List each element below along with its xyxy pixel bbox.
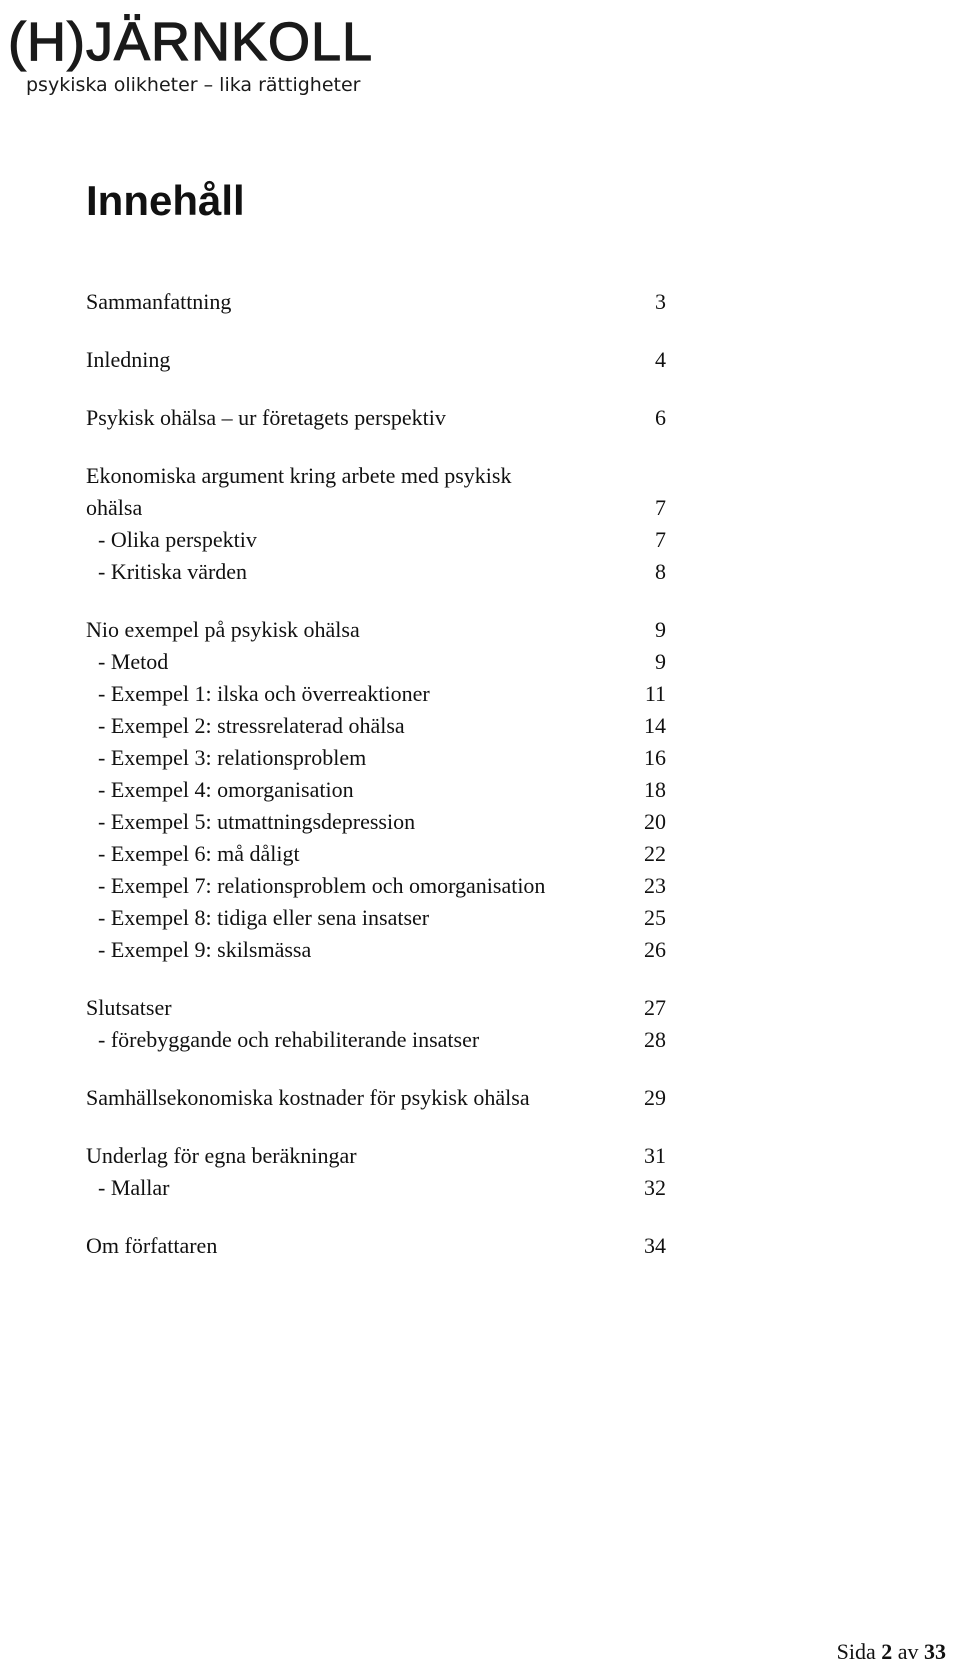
- toc-page-number: 7: [655, 527, 666, 552]
- toc-entry: [86, 1230, 666, 1262]
- toc-entry-title: - Exempel 5: utmattningsdepression: [98, 809, 416, 834]
- toc-subentry: [86, 742, 666, 774]
- toc-page-number: 28: [644, 1027, 666, 1052]
- toc-entry-title: - Exempel 8: tidiga eller sena insatser: [98, 905, 430, 930]
- logo: [8, 14, 428, 96]
- toc-group: [86, 992, 666, 1056]
- footer-current-page: 2: [881, 1639, 893, 1664]
- toc-group: [86, 1082, 666, 1114]
- toc-entry-title: Ekonomiska argument kring arbete med psykisk: [86, 463, 512, 488]
- toc-entry-title: - Exempel 7: relationsproblem och omorganisation: [98, 873, 546, 898]
- footer-separator: av: [897, 1639, 919, 1664]
- toc-subentry: [86, 556, 666, 588]
- toc-page-number: 34: [644, 1233, 666, 1258]
- toc-subentry: [86, 524, 666, 556]
- toc-page-number: 4: [655, 347, 666, 372]
- toc-entry-title: Inledning: [86, 347, 171, 372]
- toc-subentry: [86, 806, 666, 838]
- toc-entry-title: Om författaren: [86, 1233, 218, 1258]
- toc-entry: [86, 460, 666, 492]
- logo-wordmark: (H)JÄRNKOLL: [8, 12, 374, 72]
- footer-prefix: Sida: [836, 1639, 876, 1664]
- toc-page-number: 23: [644, 873, 666, 898]
- toc-page-number: 8: [655, 559, 666, 584]
- toc-entry-title: Slutsatser: [86, 995, 172, 1020]
- toc-page-number: 26: [644, 937, 666, 962]
- toc-subentry: [86, 678, 666, 710]
- toc-page-number: 22: [644, 841, 666, 866]
- toc-entry: [86, 402, 666, 434]
- toc-page-number: 16: [644, 745, 666, 770]
- toc-entry-title: - Exempel 3: relationsproblem: [98, 745, 367, 770]
- toc-page-number: 9: [655, 617, 666, 642]
- toc-page-number: 31: [644, 1143, 666, 1168]
- toc-entry: [86, 614, 666, 646]
- toc-entry-title: Nio exempel på psykisk ohälsa: [86, 617, 360, 642]
- table-of-contents: [86, 286, 666, 1288]
- toc-page-number: 25: [644, 905, 666, 930]
- footer-total-pages: 33: [924, 1639, 946, 1664]
- page-number-footer: [837, 1638, 946, 1666]
- toc-page-number: 7: [655, 495, 666, 520]
- toc-entry: [86, 992, 666, 1024]
- toc-entry-title: - förebyggande och rehabiliterande insatser: [98, 1027, 480, 1052]
- toc-entry: [86, 286, 666, 318]
- toc-subentry: [86, 710, 666, 742]
- toc-page-number: 3: [655, 289, 666, 314]
- toc-page-number: 6: [655, 405, 666, 430]
- toc-group: [86, 614, 666, 966]
- toc-entry-title: ohälsa: [86, 495, 143, 520]
- toc-entry-title: - Exempel 9: skilsmässa: [98, 937, 312, 962]
- toc-page-number: 18: [644, 777, 666, 802]
- logo-tagline: psykiska olikheter – lika rättigheter: [26, 74, 361, 96]
- toc-page-number: 32: [644, 1175, 666, 1200]
- toc-group: [86, 402, 666, 434]
- toc-entry: [86, 344, 666, 376]
- toc-subentry: [86, 1172, 666, 1204]
- toc-entry-title: Samhällsekonomiska kostnader för psykisk ohälsa: [86, 1085, 530, 1110]
- toc-group: [86, 344, 666, 376]
- toc-subentry: [86, 934, 666, 966]
- toc-group: [86, 1230, 666, 1262]
- toc-entry-title: Underlag för egna beräkningar: [86, 1143, 357, 1168]
- toc-subentry: [86, 646, 666, 678]
- page-title: Innehåll: [86, 177, 245, 224]
- toc-page-number: 11: [644, 681, 666, 706]
- toc-page-number: 29: [644, 1085, 666, 1110]
- toc-entry-title: Psykisk ohälsa – ur företagets perspektiv: [86, 405, 446, 430]
- toc-group: [86, 460, 666, 588]
- toc-entry-title: - Kritiska värden: [98, 559, 248, 584]
- toc-entry-title: - Olika perspektiv: [98, 527, 257, 552]
- toc-entry-title: - Mallar: [98, 1175, 170, 1200]
- toc-subentry: [86, 838, 666, 870]
- toc-entry: [86, 492, 666, 524]
- toc-entry-title: - Exempel 1: ilska och överreaktioner: [98, 681, 430, 706]
- toc-entry: [86, 1082, 666, 1114]
- toc-subentry: [86, 902, 666, 934]
- toc-page-number: 14: [644, 713, 666, 738]
- toc-subentry: [86, 870, 666, 902]
- toc-entry-title: Sammanfattning: [86, 289, 232, 314]
- toc-page-number: 20: [644, 809, 666, 834]
- toc-group: [86, 286, 666, 318]
- toc-subentry: [86, 774, 666, 806]
- toc-entry-title: - Exempel 2: stressrelaterad ohälsa: [98, 713, 405, 738]
- toc-subentry: [86, 1024, 666, 1056]
- toc-group: [86, 1140, 666, 1204]
- toc-entry-title: - Metod: [98, 649, 169, 674]
- toc-entry-title: - Exempel 4: omorganisation: [98, 777, 354, 802]
- toc-page-number: 27: [644, 995, 666, 1020]
- toc-entry: [86, 1140, 666, 1172]
- toc-page-number: 9: [655, 649, 666, 674]
- toc-entry-title: - Exempel 6: må dåligt: [98, 841, 300, 866]
